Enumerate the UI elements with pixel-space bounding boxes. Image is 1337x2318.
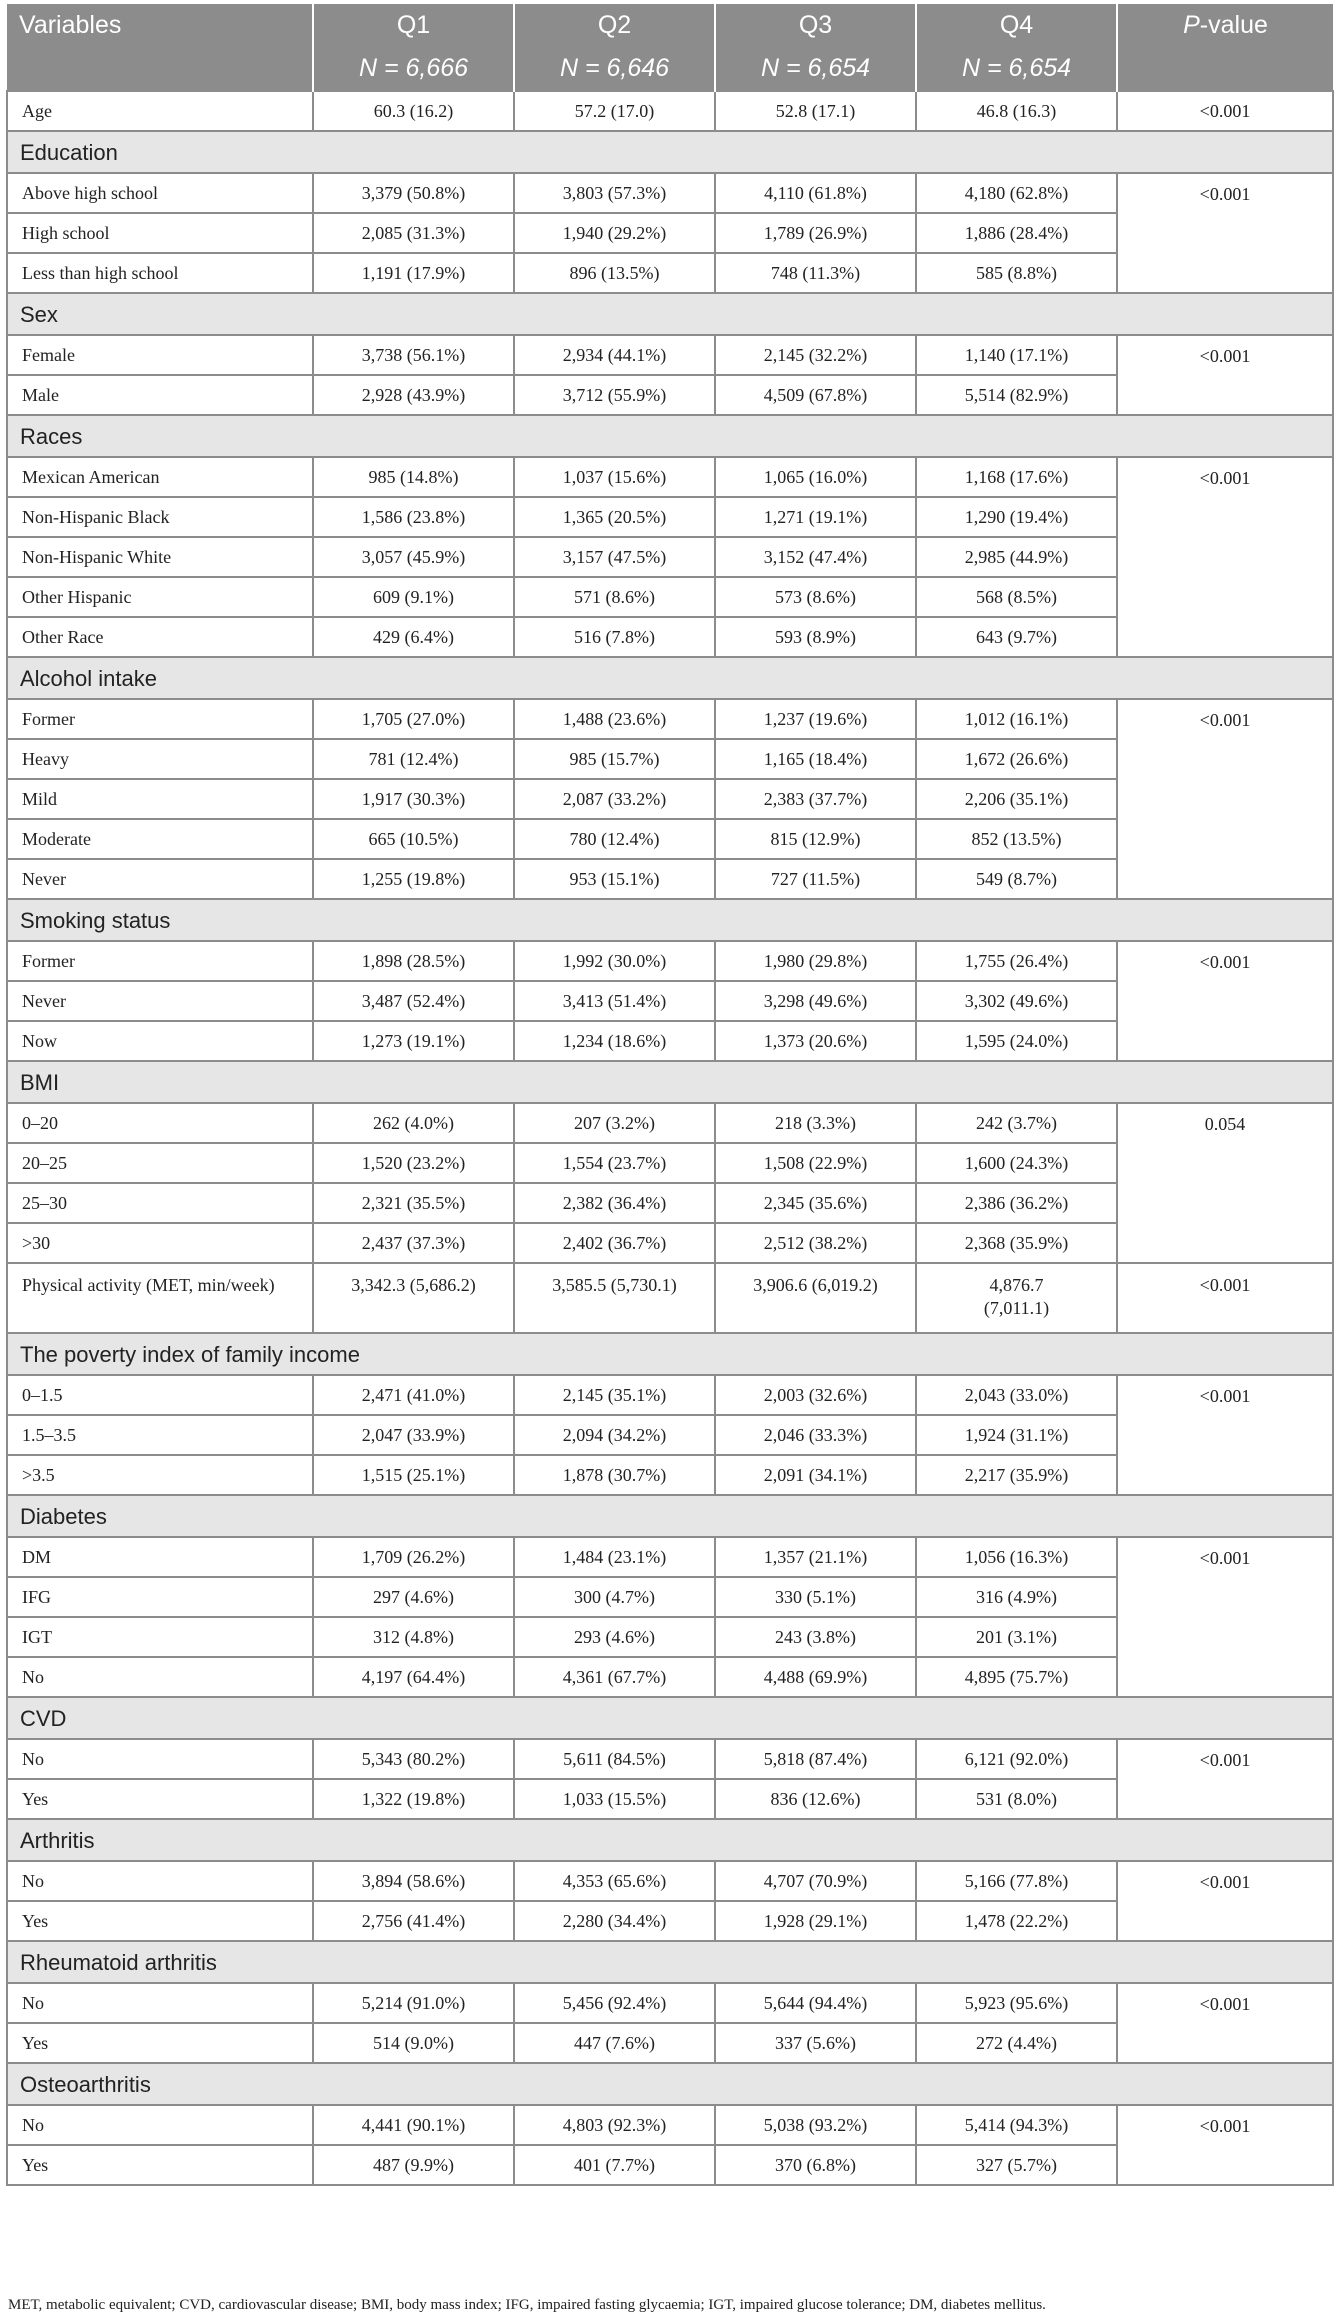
row-label: Former xyxy=(7,941,313,981)
cell-q2: 2,094 (34.2%) xyxy=(514,1415,715,1455)
cell-q1: 5,343 (80.2%) xyxy=(313,1739,514,1779)
cell-q2: 3,413 (51.4%) xyxy=(514,981,715,1021)
cell-q3: 3,298 (49.6%) xyxy=(715,981,916,1021)
cell-q4: 1,168 (17.6%) xyxy=(916,457,1117,497)
category-row-rheumatoid-arthritis xyxy=(7,1941,1333,1983)
cell-q1: 312 (4.8%) xyxy=(313,1617,514,1657)
cell-q3: 573 (8.6%) xyxy=(715,577,916,617)
row-label: >3.5 xyxy=(7,1455,313,1495)
cell-q4: 327 (5.7%) xyxy=(916,2145,1117,2185)
cell-q1: 3,894 (58.6%) xyxy=(313,1861,514,1901)
cell-q4: 201 (3.1%) xyxy=(916,1617,1117,1657)
baseline-characteristics-table xyxy=(6,4,1334,2186)
cell-q2: 1,234 (18.6%) xyxy=(514,1021,715,1061)
row-label: No xyxy=(7,1983,313,2023)
cell-q3: 2,091 (34.1%) xyxy=(715,1455,916,1495)
cell-q2: 2,382 (36.4%) xyxy=(514,1183,715,1223)
row-label: Mild xyxy=(7,779,313,819)
cell-q3: 1,165 (18.4%) xyxy=(715,739,916,779)
header-q4: Q4 xyxy=(916,4,1117,47)
row-label: Male xyxy=(7,375,313,415)
cell-q3: 1,980 (29.8%) xyxy=(715,941,916,981)
cell-q2: 1,940 (29.2%) xyxy=(514,213,715,253)
category-title: Arthritis xyxy=(7,1819,1333,1861)
row-label: 20–25 xyxy=(7,1143,313,1183)
row-label: Yes xyxy=(7,1901,313,1941)
cell-q1: 487 (9.9%) xyxy=(313,2145,514,2185)
cell-q1: 1,898 (28.5%) xyxy=(313,941,514,981)
category-row-cvd xyxy=(7,1697,1333,1739)
cell-p-value: <0.001 xyxy=(1117,941,1333,1061)
cell-q4: 1,924 (31.1%) xyxy=(916,1415,1117,1455)
cell-q3: 815 (12.9%) xyxy=(715,819,916,859)
n-symbol: N xyxy=(961,54,980,82)
cell-q2: 2,402 (36.7%) xyxy=(514,1223,715,1263)
table-row xyxy=(7,1375,1333,1415)
cell-q1: 60.3 (16.2) xyxy=(313,91,514,131)
category-row-osteoarthritis xyxy=(7,2063,1333,2105)
cell-q4: 5,514 (82.9%) xyxy=(916,375,1117,415)
n-symbol: N xyxy=(760,54,779,82)
cell-q4-line2: (7,011.1) xyxy=(983,1298,1050,1318)
row-label: 0–1.5 xyxy=(7,1375,313,1415)
cell-q1: 1,917 (30.3%) xyxy=(313,779,514,819)
cell-p-value: <0.001 xyxy=(1117,1537,1333,1697)
category-title: BMI xyxy=(7,1061,1333,1103)
cell-p-value: <0.001 xyxy=(1117,335,1333,415)
cell-q1: 3,057 (45.9%) xyxy=(313,537,514,577)
category-row-arthritis xyxy=(7,1819,1333,1861)
row-label: DM xyxy=(7,1537,313,1577)
cell-q2: 1,037 (15.6%) xyxy=(514,457,715,497)
row-label: >30 xyxy=(7,1223,313,1263)
cell-q2: 300 (4.7%) xyxy=(514,1577,715,1617)
row-label: Female xyxy=(7,335,313,375)
cell-q3: 2,003 (32.6%) xyxy=(715,1375,916,1415)
row-label: Yes xyxy=(7,1779,313,1819)
n-value: = 6,654 xyxy=(779,54,871,82)
cell-q2: 4,803 (92.3%) xyxy=(514,2105,715,2145)
cell-q2: 1,992 (30.0%) xyxy=(514,941,715,981)
cell-q3: 5,644 (94.4%) xyxy=(715,1983,916,2023)
header-n-q3 xyxy=(715,47,916,91)
cell-q2: 3,157 (47.5%) xyxy=(514,537,715,577)
row-label: Never xyxy=(7,981,313,1021)
category-row-diabetes xyxy=(7,1495,1333,1537)
cell-q4: 531 (8.0%) xyxy=(916,1779,1117,1819)
header-row-sample-size xyxy=(7,47,1333,91)
cell-q4: 4,180 (62.8%) xyxy=(916,173,1117,213)
cell-p-value: <0.001 xyxy=(1117,91,1333,131)
cell-q3: 1,065 (16.0%) xyxy=(715,457,916,497)
cell-q4: 549 (8.7%) xyxy=(916,859,1117,899)
cell-q1: 297 (4.6%) xyxy=(313,1577,514,1617)
cell-q1: 2,437 (37.3%) xyxy=(313,1223,514,1263)
table-row xyxy=(7,1103,1333,1143)
cell-p-value: <0.001 xyxy=(1117,1263,1333,1333)
cell-q4: 2,386 (36.2%) xyxy=(916,1183,1117,1223)
cell-q2: 3,712 (55.9%) xyxy=(514,375,715,415)
cell-q2: 1,878 (30.7%) xyxy=(514,1455,715,1495)
cell-q4: 1,478 (22.2%) xyxy=(916,1901,1117,1941)
cell-q1: 4,441 (90.1%) xyxy=(313,2105,514,2145)
row-label: Other Race xyxy=(7,617,313,657)
cell-q3: 1,357 (21.1%) xyxy=(715,1537,916,1577)
header-p-letter: P xyxy=(1183,11,1200,39)
header-n-q1 xyxy=(313,47,514,91)
header-row-quartiles xyxy=(7,4,1333,47)
cell-q4: 2,206 (35.1%) xyxy=(916,779,1117,819)
cell-q3: 52.8 (17.1) xyxy=(715,91,916,131)
cell-q4: 2,368 (35.9%) xyxy=(916,1223,1117,1263)
cell-q2: 1,488 (23.6%) xyxy=(514,699,715,739)
cell-q2: 2,280 (34.4%) xyxy=(514,1901,715,1941)
cell-q3: 3,152 (47.4%) xyxy=(715,537,916,577)
cell-q3: 836 (12.6%) xyxy=(715,1779,916,1819)
category-title: The poverty index of family income xyxy=(7,1333,1333,1375)
cell-q2: 3,803 (57.3%) xyxy=(514,173,715,213)
cell-q3: 748 (11.3%) xyxy=(715,253,916,293)
cell-q3: 4,707 (70.9%) xyxy=(715,1861,916,1901)
cell-p-value: <0.001 xyxy=(1117,1983,1333,2063)
header-empty-left xyxy=(7,47,313,91)
cell-q4: 316 (4.9%) xyxy=(916,1577,1117,1617)
cell-q1: 781 (12.4%) xyxy=(313,739,514,779)
header-p-value xyxy=(1117,4,1333,47)
cell-q3: 4,509 (67.8%) xyxy=(715,375,916,415)
row-label: Age xyxy=(7,91,313,131)
row-label: Heavy xyxy=(7,739,313,779)
cell-q1: 2,085 (31.3%) xyxy=(313,213,514,253)
cell-q1: 665 (10.5%) xyxy=(313,819,514,859)
header-n-q2 xyxy=(514,47,715,91)
cell-q2: 2,145 (35.1%) xyxy=(514,1375,715,1415)
cell-q3: 4,488 (69.9%) xyxy=(715,1657,916,1697)
cell-q1: 609 (9.1%) xyxy=(313,577,514,617)
cell-q1: 3,487 (52.4%) xyxy=(313,981,514,1021)
category-row-poverty-index xyxy=(7,1333,1333,1375)
n-value: = 6,654 xyxy=(980,54,1072,82)
row-label: No xyxy=(7,1861,313,1901)
cell-q4: 242 (3.7%) xyxy=(916,1103,1117,1143)
header-q3: Q3 xyxy=(715,4,916,47)
row-label: Former xyxy=(7,699,313,739)
cell-p-value: <0.001 xyxy=(1117,1861,1333,1941)
cell-q1: 1,520 (23.2%) xyxy=(313,1143,514,1183)
cell-q1: 1,705 (27.0%) xyxy=(313,699,514,739)
cell-q1: 5,214 (91.0%) xyxy=(313,1983,514,2023)
cell-q1: 1,191 (17.9%) xyxy=(313,253,514,293)
row-label: Now xyxy=(7,1021,313,1061)
cell-q1: 514 (9.0%) xyxy=(313,2023,514,2063)
cell-q2: 401 (7.7%) xyxy=(514,2145,715,2185)
cell-q1: 1,515 (25.1%) xyxy=(313,1455,514,1495)
n-symbol: N xyxy=(559,54,578,82)
cell-q3: 1,271 (19.1%) xyxy=(715,497,916,537)
row-label: 1.5–3.5 xyxy=(7,1415,313,1455)
cell-q3: 5,818 (87.4%) xyxy=(715,1739,916,1779)
cell-q2: 2,087 (33.2%) xyxy=(514,779,715,819)
cell-q2: 516 (7.8%) xyxy=(514,617,715,657)
cell-q2: 57.2 (17.0) xyxy=(514,91,715,131)
table-row xyxy=(7,1861,1333,1901)
cell-q1: 985 (14.8%) xyxy=(313,457,514,497)
cell-q2: 896 (13.5%) xyxy=(514,253,715,293)
table-row xyxy=(7,941,1333,981)
cell-q4: 2,985 (44.9%) xyxy=(916,537,1117,577)
cell-q2: 4,353 (65.6%) xyxy=(514,1861,715,1901)
row-label: Yes xyxy=(7,2023,313,2063)
cell-q2: 293 (4.6%) xyxy=(514,1617,715,1657)
row-label: IGT xyxy=(7,1617,313,1657)
category-row-sex xyxy=(7,293,1333,335)
cell-q1: 4,197 (64.4%) xyxy=(313,1657,514,1697)
row-label: Mexican American xyxy=(7,457,313,497)
cell-q1: 1,586 (23.8%) xyxy=(313,497,514,537)
cell-q3: 4,110 (61.8%) xyxy=(715,173,916,213)
cell-q1: 2,756 (41.4%) xyxy=(313,1901,514,1941)
category-title: Education xyxy=(7,131,1333,173)
cell-q2: 3,585.5 (5,730.1) xyxy=(514,1263,715,1333)
cell-q2: 5,611 (84.5%) xyxy=(514,1739,715,1779)
cell-q4: 5,414 (94.3%) xyxy=(916,2105,1117,2145)
header-q2: Q2 xyxy=(514,4,715,47)
cell-p-value: <0.001 xyxy=(1117,173,1333,293)
cell-p-value: <0.001 xyxy=(1117,699,1333,899)
row-label: Other Hispanic xyxy=(7,577,313,617)
cell-p-value: <0.001 xyxy=(1117,457,1333,657)
cell-p-value: 0.054 xyxy=(1117,1103,1333,1263)
table-footnote: MET, metabolic equivalent; CVD, cardiovascular disease; BMI, body mass index; IFG, impaired fasting glycaemia; IGT, impaired glucose tolerance; DM, diabetes mellitus. xyxy=(8,2297,1046,2313)
cell-q4: 272 (4.4%) xyxy=(916,2023,1117,2063)
row-label: Non-Hispanic Black xyxy=(7,497,313,537)
category-row-races xyxy=(7,415,1333,457)
n-value: = 6,646 xyxy=(578,54,670,82)
cell-q2: 4,361 (67.7%) xyxy=(514,1657,715,1697)
cell-q2: 2,934 (44.1%) xyxy=(514,335,715,375)
cell-q1: 2,321 (35.5%) xyxy=(313,1183,514,1223)
cell-q4: 3,302 (49.6%) xyxy=(916,981,1117,1021)
cell-q3: 370 (6.8%) xyxy=(715,2145,916,2185)
cell-q2: 207 (3.2%) xyxy=(514,1103,715,1143)
row-label: Never xyxy=(7,859,313,899)
cell-q4: 568 (8.5%) xyxy=(916,577,1117,617)
cell-q3: 1,237 (19.6%) xyxy=(715,699,916,739)
cell-q4: 4,895 (75.7%) xyxy=(916,1657,1117,1697)
cell-q4 xyxy=(916,1263,1117,1333)
header-p-suffix: -value xyxy=(1199,11,1268,39)
header-variables: Variables xyxy=(7,4,313,47)
cell-q1: 2,047 (33.9%) xyxy=(313,1415,514,1455)
cell-q2: 571 (8.6%) xyxy=(514,577,715,617)
cell-q3: 1,789 (26.9%) xyxy=(715,213,916,253)
cell-q4: 1,886 (28.4%) xyxy=(916,213,1117,253)
cell-q1: 429 (6.4%) xyxy=(313,617,514,657)
cell-q4: 1,012 (16.1%) xyxy=(916,699,1117,739)
cell-q3: 2,345 (35.6%) xyxy=(715,1183,916,1223)
cell-q4: 5,166 (77.8%) xyxy=(916,1861,1117,1901)
row-label: No xyxy=(7,1739,313,1779)
table-row xyxy=(7,1739,1333,1779)
cell-q3: 1,928 (29.1%) xyxy=(715,1901,916,1941)
cell-q4: 1,140 (17.1%) xyxy=(916,335,1117,375)
cell-q1: 3,342.3 (5,686.2) xyxy=(313,1263,514,1333)
cell-q4: 643 (9.7%) xyxy=(916,617,1117,657)
row-label: Non-Hispanic White xyxy=(7,537,313,577)
row-label: 0–20 xyxy=(7,1103,313,1143)
table-row xyxy=(7,1537,1333,1577)
category-title: Rheumatoid arthritis xyxy=(7,1941,1333,1983)
category-row-smoking xyxy=(7,899,1333,941)
n-value: = 6,666 xyxy=(377,54,469,82)
cell-q1: 1,273 (19.1%) xyxy=(313,1021,514,1061)
category-row-alcohol xyxy=(7,657,1333,699)
header-empty-right xyxy=(1117,47,1333,91)
cell-q3: 2,383 (37.7%) xyxy=(715,779,916,819)
row-label: Above high school xyxy=(7,173,313,213)
row-label: IFG xyxy=(7,1577,313,1617)
cell-q1: 1,255 (19.8%) xyxy=(313,859,514,899)
table-row xyxy=(7,173,1333,213)
cell-q3: 1,373 (20.6%) xyxy=(715,1021,916,1061)
row-label: No xyxy=(7,1657,313,1697)
cell-q3: 330 (5.1%) xyxy=(715,1577,916,1617)
row-label: Yes xyxy=(7,2145,313,2185)
row-label: Moderate xyxy=(7,819,313,859)
cell-p-value: <0.001 xyxy=(1117,1375,1333,1495)
cell-q4: 1,290 (19.4%) xyxy=(916,497,1117,537)
cell-q3: 593 (8.9%) xyxy=(715,617,916,657)
cell-q4-line1: 4,876.7 xyxy=(989,1275,1044,1295)
category-title: Smoking status xyxy=(7,899,1333,941)
cell-p-value: <0.001 xyxy=(1117,1739,1333,1819)
row-label: 25–30 xyxy=(7,1183,313,1223)
cell-q3: 218 (3.3%) xyxy=(715,1103,916,1143)
table-row xyxy=(7,457,1333,497)
cell-q1: 1,709 (26.2%) xyxy=(313,1537,514,1577)
cell-q2: 953 (15.1%) xyxy=(514,859,715,899)
cell-p-value: <0.001 xyxy=(1117,2105,1333,2185)
cell-q3: 1,508 (22.9%) xyxy=(715,1143,916,1183)
cell-q2: 1,554 (23.7%) xyxy=(514,1143,715,1183)
row-label: Physical activity (MET, min/week) xyxy=(7,1263,313,1333)
cell-q4: 1,595 (24.0%) xyxy=(916,1021,1117,1061)
row-label: High school xyxy=(7,213,313,253)
cell-q1: 1,322 (19.8%) xyxy=(313,1779,514,1819)
cell-q2: 985 (15.7%) xyxy=(514,739,715,779)
cell-q4: 5,923 (95.6%) xyxy=(916,1983,1117,2023)
cell-q3: 2,512 (38.2%) xyxy=(715,1223,916,1263)
cell-q1: 2,471 (41.0%) xyxy=(313,1375,514,1415)
cell-q2: 5,456 (92.4%) xyxy=(514,1983,715,2023)
header-n-q4 xyxy=(916,47,1117,91)
cell-q2: 1,484 (23.1%) xyxy=(514,1537,715,1577)
cell-q4: 1,056 (16.3%) xyxy=(916,1537,1117,1577)
cell-q1: 3,738 (56.1%) xyxy=(313,335,514,375)
cell-q3: 243 (3.8%) xyxy=(715,1617,916,1657)
cell-q3: 2,046 (33.3%) xyxy=(715,1415,916,1455)
cell-q2: 780 (12.4%) xyxy=(514,819,715,859)
cell-q4: 852 (13.5%) xyxy=(916,819,1117,859)
cell-q4: 1,600 (24.3%) xyxy=(916,1143,1117,1183)
cell-q1: 262 (4.0%) xyxy=(313,1103,514,1143)
category-row-bmi xyxy=(7,1061,1333,1103)
category-title: Diabetes xyxy=(7,1495,1333,1537)
cell-q3: 727 (11.5%) xyxy=(715,859,916,899)
cell-q4: 2,043 (33.0%) xyxy=(916,1375,1117,1415)
category-title: Alcohol intake xyxy=(7,657,1333,699)
cell-q3: 3,906.6 (6,019.2) xyxy=(715,1263,916,1333)
cell-q2: 447 (7.6%) xyxy=(514,2023,715,2063)
table-row-physical-activity xyxy=(7,1263,1333,1333)
cell-q3: 337 (5.6%) xyxy=(715,2023,916,2063)
table-row xyxy=(7,699,1333,739)
cell-q4: 6,121 (92.0%) xyxy=(916,1739,1117,1779)
header-q1: Q1 xyxy=(313,4,514,47)
cell-q4: 1,672 (26.6%) xyxy=(916,739,1117,779)
row-label: Less than high school xyxy=(7,253,313,293)
cell-q3: 2,145 (32.2%) xyxy=(715,335,916,375)
cell-q1: 2,928 (43.9%) xyxy=(313,375,514,415)
category-title: Osteoarthritis xyxy=(7,2063,1333,2105)
table-row xyxy=(7,335,1333,375)
n-symbol: N xyxy=(358,54,377,82)
cell-q2: 1,033 (15.5%) xyxy=(514,1779,715,1819)
table-row-age xyxy=(7,91,1333,131)
cell-q4: 2,217 (35.9%) xyxy=(916,1455,1117,1495)
cell-q2: 1,365 (20.5%) xyxy=(514,497,715,537)
category-row-education xyxy=(7,131,1333,173)
cell-q3: 5,038 (93.2%) xyxy=(715,2105,916,2145)
table-row xyxy=(7,1983,1333,2023)
table-row xyxy=(7,2105,1333,2145)
category-title: Sex xyxy=(7,293,1333,335)
category-title: CVD xyxy=(7,1697,1333,1739)
cell-q4: 1,755 (26.4%) xyxy=(916,941,1117,981)
cell-q1: 3,379 (50.8%) xyxy=(313,173,514,213)
category-title: Races xyxy=(7,415,1333,457)
cell-q4: 585 (8.8%) xyxy=(916,253,1117,293)
row-label: No xyxy=(7,2105,313,2145)
cell-q4: 46.8 (16.3) xyxy=(916,91,1117,131)
baseline-characteristics-table-container xyxy=(6,4,1332,2186)
